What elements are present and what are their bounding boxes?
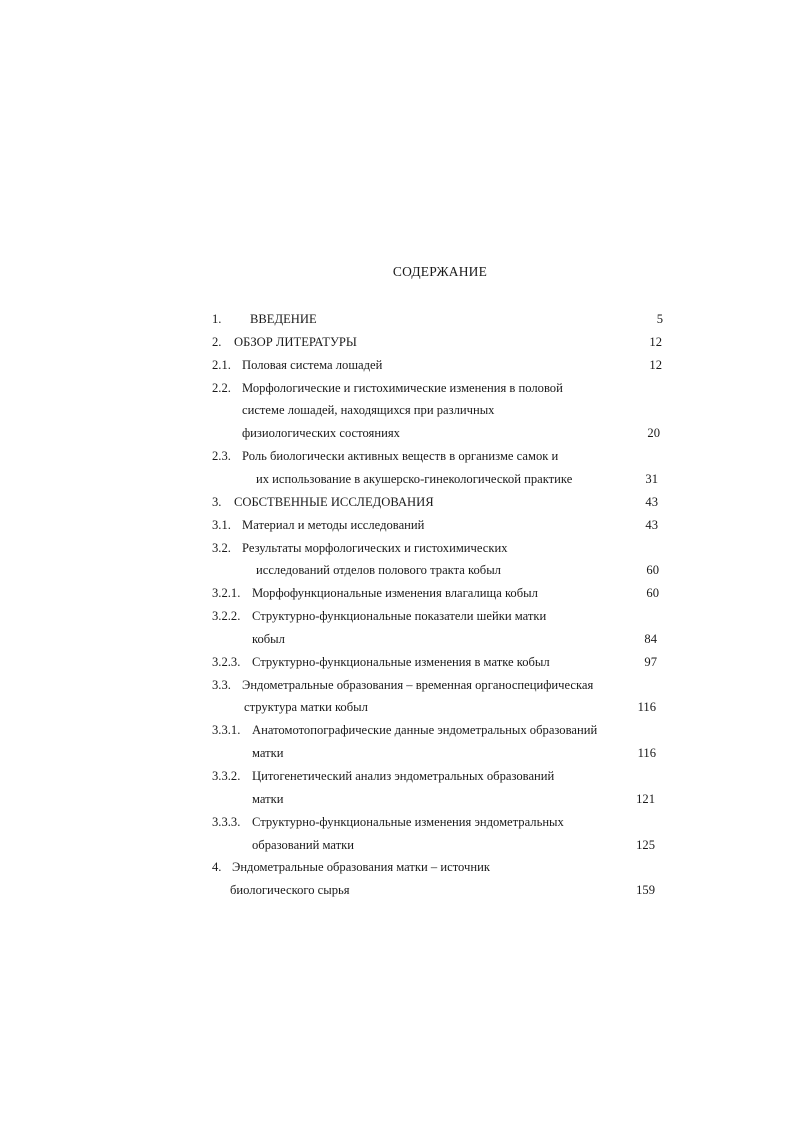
toc-entry-number: 3.3. <box>212 677 231 692</box>
toc-entry-page-number: 43 <box>645 517 658 532</box>
toc-entry-title: матки <box>252 746 284 761</box>
toc-entry-number: 3.2. <box>212 540 231 555</box>
toc-entry-page-number: 84 <box>644 631 657 646</box>
toc-entry-title: СОБСТВЕННЫЕ ИССЛЕДОВАНИЯ <box>234 494 434 509</box>
toc-entry-page-number: 12 <box>649 357 662 372</box>
toc-entry-title: системе лошадей, находящихся при различных <box>242 403 495 418</box>
toc-entry <box>212 491 664 513</box>
toc-entry-page-number: 31 <box>645 471 658 486</box>
toc-entry-title: Эндометральные образования – временная органоспецифическая <box>242 677 594 692</box>
toc-entry-number: 2. <box>212 334 222 349</box>
toc-entry-continuation <box>212 696 664 718</box>
toc-entry-page-number: 125 <box>636 837 655 852</box>
toc-entry <box>212 856 664 878</box>
toc-entry-continuation <box>212 399 664 421</box>
toc-entry-number: 3.2.1. <box>212 586 241 601</box>
toc-entry-title: структура матки кобыл <box>244 700 368 715</box>
toc-entry-page-number: 97 <box>644 654 657 669</box>
toc-entry <box>212 765 664 787</box>
toc-entry <box>212 445 664 467</box>
toc-entry-continuation <box>212 879 664 901</box>
toc-entry-page-number: 159 <box>636 883 655 898</box>
toc-entry-title: Роль биологически активных веществ в организме самок и <box>242 449 559 464</box>
toc-entry <box>212 354 664 376</box>
toc-entry-title: Цитогенетический анализ эндометральных образований <box>252 769 555 783</box>
toc-entry-number: 3.3.2. <box>212 769 241 783</box>
toc-entry <box>212 537 664 559</box>
toc-entry-page-number: 121 <box>636 791 655 806</box>
toc-entry-number: 4. <box>212 860 222 875</box>
toc-entry <box>212 605 664 627</box>
toc-entry-continuation <box>212 742 664 764</box>
toc-entry-title: Результаты морфологических и гистохимических <box>242 540 508 555</box>
toc-entry-title: физиологических состояниях <box>242 426 400 441</box>
toc-entry-number: 1. <box>212 312 222 326</box>
toc-entry-title: матки <box>252 791 284 806</box>
toc-entry-page-number: 60 <box>646 563 659 578</box>
toc-entry-number: 2.2. <box>212 380 231 395</box>
toc-entry-title: Морфофункциональные изменения влагалища кобыл <box>252 586 538 601</box>
toc-entry-page-number: 20 <box>647 426 660 441</box>
toc-entry-title: биологического сырья <box>230 883 350 898</box>
toc-entry-title: кобыл <box>252 631 285 646</box>
toc-entry <box>212 811 664 833</box>
toc-entry-number: 2.3. <box>212 449 231 464</box>
toc-entry-title: Материал и методы исследований <box>242 517 425 532</box>
toc-entry-title: Структурно-функциональные показатели шейки матки <box>252 609 547 624</box>
toc-entry <box>212 514 664 536</box>
toc-entry-number: 3.2.2. <box>212 609 241 624</box>
toc-entry-page-number: 60 <box>646 586 659 601</box>
toc-entry-number: 3.3.3. <box>212 814 241 829</box>
toc-entry <box>212 331 664 353</box>
toc-entry-continuation <box>212 628 664 650</box>
toc-entry-number: 2.1. <box>212 357 231 372</box>
toc-entry-number: 3.1. <box>212 517 231 532</box>
toc-entry-title: исследований отделов полового тракта кобыл <box>256 563 501 578</box>
toc-entry-title: ОБЗОР ЛИТЕРАТУРЫ <box>234 334 357 349</box>
toc-entry <box>212 719 664 741</box>
toc-entry-title: Половая система лошадей <box>242 357 383 372</box>
toc-entry-continuation <box>212 468 664 490</box>
toc-entry-continuation <box>212 788 664 810</box>
toc-entry-continuation <box>212 559 664 581</box>
toc-entry-title: Структурно-функциональные изменения в матке кобыл <box>252 654 550 669</box>
toc-entry-page-number: 116 <box>637 746 656 761</box>
toc-entry-continuation <box>212 834 664 856</box>
toc-entry <box>212 377 664 399</box>
toc-entry <box>212 674 664 696</box>
toc-entry-title: Морфологические и гистохимические изменения в половой <box>242 380 563 395</box>
toc-entry-number: 3.2.3. <box>212 654 241 669</box>
toc-entry <box>212 651 664 673</box>
toc-entry-title: Структурно-функциональные изменения эндометральных <box>252 814 564 829</box>
toc-entry-page-number: 43 <box>645 494 658 509</box>
toc-entry-title: образований матки <box>252 837 355 852</box>
page-title: СОДЕРЖАНИЕ <box>392 264 488 279</box>
toc-entry-page-number: 116 <box>637 700 656 715</box>
toc-entry-title: Анатомотопографические данные эндометральных образований <box>252 723 598 738</box>
toc-entry-number: 3.3.1. <box>212 723 241 738</box>
toc-entry-page-number: 12 <box>649 334 662 349</box>
toc-entry-title: ВВЕДЕНИЕ <box>250 312 317 326</box>
toc-entry-page-number: 5 <box>656 312 663 326</box>
toc-entry-continuation <box>212 422 664 444</box>
toc-entry-title: их использование в акушерско-гинекологической практике <box>256 471 573 486</box>
toc-entry <box>212 582 664 604</box>
toc-entry <box>212 308 664 330</box>
toc-entry-title: Эндометральные образования матки – источник <box>232 860 490 875</box>
toc-entry-number: 3. <box>212 494 222 509</box>
